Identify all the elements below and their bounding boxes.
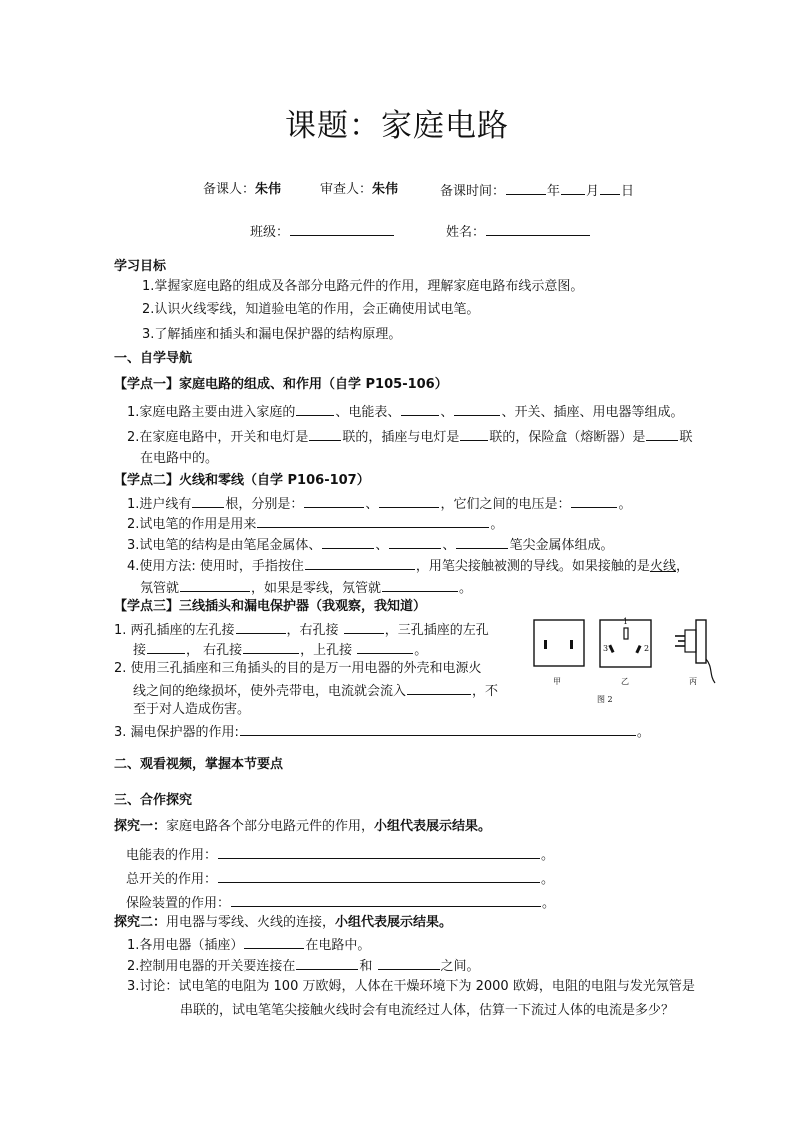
point1-q1 xyxy=(127,402,683,422)
text: 。 xyxy=(490,517,504,532)
two-hole-socket-icon xyxy=(534,620,584,666)
answer-blank[interactable] xyxy=(460,427,488,441)
socket-hole-left xyxy=(544,640,547,649)
text: 。 xyxy=(541,872,555,887)
point3-q1-cont xyxy=(133,640,427,660)
text: 小组代表展示结果。 xyxy=(335,915,453,930)
point2-q3 xyxy=(127,535,613,555)
page-title: 课题：家庭电路 xyxy=(285,108,509,144)
text: 1. 两孔插座的左孔接 xyxy=(114,623,235,638)
answer-blank[interactable] xyxy=(296,402,334,416)
section1-heading: 一、自学导航 xyxy=(114,351,193,366)
text: 联 xyxy=(679,430,693,445)
plug-cord xyxy=(706,659,715,683)
text: 、 xyxy=(442,538,456,553)
socket-plug-figure xyxy=(531,615,721,710)
reviewer-label: 审查人： xyxy=(320,182,373,197)
answer-blank[interactable] xyxy=(240,722,636,736)
text: 总开关的作用： xyxy=(126,872,218,887)
explore1-item-3 xyxy=(126,893,555,913)
text: 之间。 xyxy=(440,959,480,974)
objective-2: 2.认识火线零线，知道验电笔的作用，会正确使用试电笔。 xyxy=(142,302,480,317)
text: 。 xyxy=(636,725,650,740)
point2-q4-cont xyxy=(140,578,472,598)
text: 1.进户线有 xyxy=(127,497,192,512)
preparer-name: 朱伟 xyxy=(255,182,282,197)
text: 和 xyxy=(359,959,377,974)
objectives-heading: 学习目标 xyxy=(114,259,167,274)
text: 。 xyxy=(414,643,428,658)
plug-body-icon xyxy=(696,620,706,663)
class-label: 班级： xyxy=(250,225,290,240)
section2-heading: 二、观看视频，掌握本节要点 xyxy=(114,757,284,772)
text: ， 右孔接 xyxy=(186,643,243,658)
answer-blank[interactable] xyxy=(180,578,250,592)
answer-blank[interactable] xyxy=(304,494,364,508)
answer-blank[interactable] xyxy=(571,494,617,508)
name-label: 姓名： xyxy=(446,225,486,240)
label-yi: 乙 xyxy=(621,677,629,686)
answer-blank[interactable] xyxy=(322,535,374,549)
header-reviewer xyxy=(320,181,398,199)
text: 3.试电笔的结构是由笔尾金属体、 xyxy=(127,538,322,553)
answer-blank[interactable] xyxy=(389,535,441,549)
explore2-q2 xyxy=(127,956,480,976)
text: 接 xyxy=(133,643,147,658)
answer-blank[interactable] xyxy=(218,869,540,883)
text: ，不 xyxy=(472,684,499,699)
text: ，它们之间的电压是： xyxy=(440,497,571,512)
answer-blank[interactable] xyxy=(454,402,500,416)
text: 电能表的作用： xyxy=(126,848,218,863)
name-field xyxy=(446,222,591,242)
text: 保险装置的作用： xyxy=(126,896,231,911)
explore2-heading xyxy=(114,914,452,932)
text: 。 xyxy=(542,896,556,911)
text: 1.家庭电路主要由进入家庭的 xyxy=(127,405,296,420)
socket-hole-left-slant xyxy=(608,645,614,654)
point2-q4 xyxy=(127,556,689,576)
header-preparer xyxy=(203,181,281,199)
answer-blank[interactable] xyxy=(401,402,439,416)
name-blank[interactable] xyxy=(486,222,590,236)
text: 在电路中。 xyxy=(305,938,371,953)
text: 小组代表展示结果。 xyxy=(374,819,492,834)
answer-blank[interactable] xyxy=(243,640,299,654)
explore1-lead: 探究一： xyxy=(114,819,167,834)
answer-blank[interactable] xyxy=(296,956,358,970)
explore1-item-2 xyxy=(126,869,554,889)
text: 、 xyxy=(440,405,454,420)
point3-q2-cont2: 至于对人造成伤害。 xyxy=(133,702,251,717)
month-label: 月 xyxy=(586,184,600,199)
label-1: 1 xyxy=(623,617,629,626)
answer-blank[interactable] xyxy=(257,514,489,528)
text: ，用笔尖接触被测的导线。如果接触的是 xyxy=(415,559,650,574)
text: ，右孔接 xyxy=(286,623,343,638)
point3-q3 xyxy=(114,722,650,742)
objective-3: 3.了解插座和插头和漏电保护器的结构原理。 xyxy=(142,327,402,342)
time-label: 备课时间： xyxy=(440,184,506,199)
label-jia: 甲 xyxy=(553,677,561,686)
text: 。 xyxy=(459,581,473,596)
year-label: 年 xyxy=(547,184,561,199)
text: 4.使用方法: 使用时，手指按住 xyxy=(127,559,304,574)
point2-q1 xyxy=(127,494,631,514)
text: 氖管就 xyxy=(140,581,180,596)
text: ，上孔接 xyxy=(300,643,357,658)
socket-hole-top xyxy=(624,628,628,639)
text: 1.各用电器（插座） xyxy=(127,938,244,953)
socket-hole-right-slant xyxy=(635,645,641,654)
class-field xyxy=(250,222,395,242)
text: 联的，保险盒（熔断器）是 xyxy=(489,430,646,445)
point2-q2 xyxy=(127,514,503,534)
answer-blank[interactable] xyxy=(379,494,439,508)
answer-blank[interactable] xyxy=(218,845,540,859)
label-bing: 丙 xyxy=(689,677,697,686)
answer-blank[interactable] xyxy=(231,893,541,907)
label-2: 2 xyxy=(644,644,650,653)
answer-blank[interactable] xyxy=(305,556,415,570)
text: ，如果是零线，氖管就 xyxy=(251,581,382,596)
text: 用电器与零线、火线的连接， xyxy=(166,915,336,930)
explore2-q3: 3.讨论：试电笔的电阻为 100 万欧姆，人体在干燥环境下为 2000 欧姆，电阻的电阻与发光氖管是 xyxy=(127,979,695,994)
answer-blank[interactable] xyxy=(147,640,185,654)
socket-hole-right xyxy=(570,640,573,649)
text: 根，分别是： xyxy=(225,497,304,512)
answer-blank[interactable] xyxy=(357,640,413,654)
answer-blank[interactable] xyxy=(309,427,341,441)
point3-heading: 【学点三】三线插头和漏电保护器（我观察，我知道） xyxy=(114,599,427,614)
point2-heading: 【学点二】火线和零线（自学 P106-107） xyxy=(114,473,370,488)
text: 、开关、插座、用电器等组成。 xyxy=(501,405,684,420)
text: 、 xyxy=(365,497,379,512)
text: 2.试电笔的作用是用来 xyxy=(127,517,257,532)
day-label: 日 xyxy=(621,184,635,199)
answer-blank[interactable] xyxy=(344,620,384,634)
answer-blank[interactable] xyxy=(407,681,471,695)
text: 、 xyxy=(375,538,389,553)
day-blank[interactable] xyxy=(600,181,620,195)
text: 、电能表、 xyxy=(335,405,401,420)
year-blank[interactable] xyxy=(506,181,546,195)
answer-blank[interactable] xyxy=(646,427,678,441)
month-blank[interactable] xyxy=(561,181,585,195)
explore2-q3-cont: 串联的，试电笔笔尖接触火线时会有电流经过人体，估算一下流过人体的电流是多少？ xyxy=(180,1003,675,1018)
point1-heading: 【学点一】家庭电路的组成、和作用（自学 P105-106） xyxy=(114,377,448,392)
text: ，三孔插座的左孔 xyxy=(384,623,489,638)
text: 笔尖金属体组成。 xyxy=(509,538,614,553)
explore1-item-1 xyxy=(126,845,554,865)
class-blank[interactable] xyxy=(290,222,394,236)
text: 线之间的绝缘损坏，使外壳带电，电流就会流入 xyxy=(133,684,407,699)
explore1-heading xyxy=(114,818,491,836)
text: 3. 漏电保护器的作用: xyxy=(114,725,239,740)
text: 。 xyxy=(541,848,555,863)
plug-head xyxy=(685,630,696,652)
point3-q2: 2. 使用三孔插座和三角插头的目的是万一用电器的外壳和电源火 xyxy=(114,661,482,676)
header-time xyxy=(440,181,634,201)
answer-blank[interactable] xyxy=(456,535,508,549)
text: 2.在家庭电路中，开关和电灯是 xyxy=(127,430,309,445)
section3-heading: 三、合作探究 xyxy=(114,793,193,808)
socket-plug-drawing xyxy=(531,615,721,710)
point1-q2-cont: 在电路中的。 xyxy=(140,451,219,466)
point3-q1 xyxy=(114,620,489,640)
explore2-lead: 探究二： xyxy=(114,915,167,930)
answer-blank[interactable] xyxy=(244,935,304,949)
explore2-q1 xyxy=(127,935,370,955)
answer-blank[interactable] xyxy=(378,956,440,970)
text: 联的，插座与电灯是 xyxy=(342,430,460,445)
point1-q2 xyxy=(127,427,692,447)
reviewer-name: 朱伟 xyxy=(372,182,399,197)
label-3: 3 xyxy=(603,644,609,653)
answer-blank[interactable] xyxy=(192,494,224,508)
text: 家庭电路各个部分电路元件的作用， xyxy=(166,819,375,834)
text: ， xyxy=(675,559,689,574)
answer-blank[interactable] xyxy=(382,578,458,592)
text: 。 xyxy=(618,497,632,512)
answer-blank[interactable] xyxy=(236,620,286,634)
text: 2.控制用电器的开关要连接在 xyxy=(127,959,296,974)
preparer-label: 备课人： xyxy=(203,182,256,197)
figure-caption: 图 2 xyxy=(597,695,613,704)
objective-1: 1.掌握家庭电路的组成及各部分电路元件的作用，理解家庭电路布线示意图。 xyxy=(142,279,584,294)
point3-q2-cont xyxy=(133,681,498,701)
fire-wire-text: 火线 xyxy=(649,559,676,574)
